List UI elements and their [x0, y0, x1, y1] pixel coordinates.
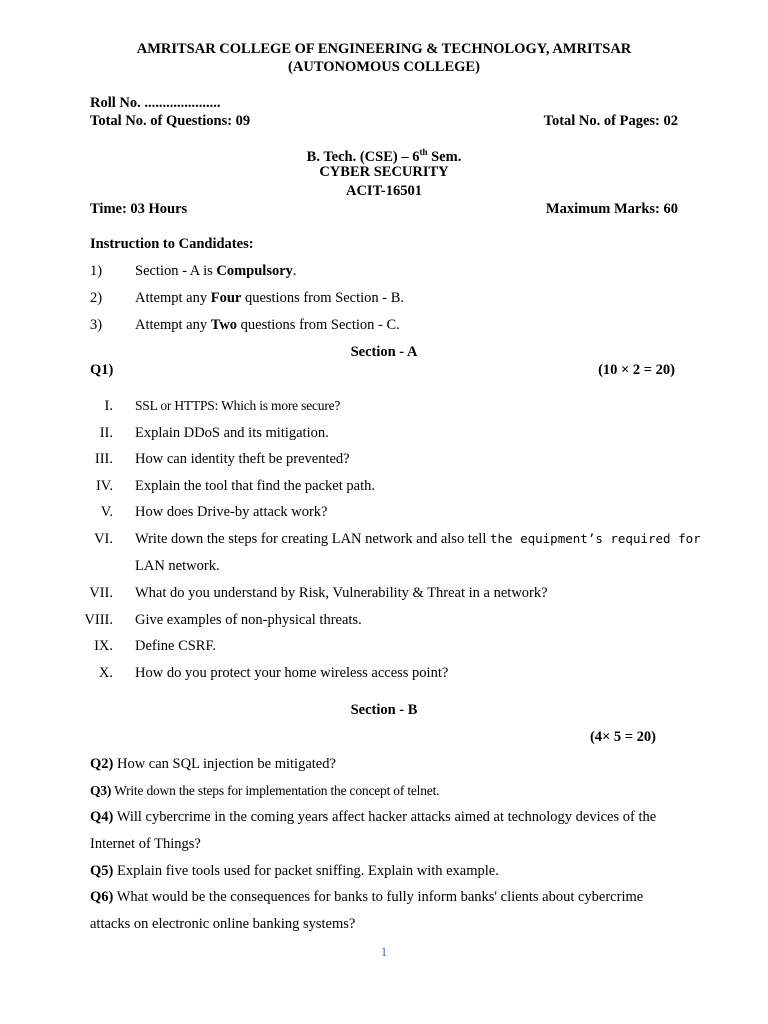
roman-numeral: VII.	[89, 585, 113, 601]
exam-time: Time: 03 Hours	[90, 201, 188, 217]
total-pages: Total No. of Pages: 02	[543, 113, 678, 129]
roman-numeral: III.	[94, 451, 113, 467]
roman-numeral: IV.	[95, 478, 113, 494]
question-text: How do you protect your home wireless access point?	[135, 665, 449, 681]
question-text: Define CSRF.	[135, 638, 217, 654]
question-text: Explain DDoS and its mitigation.	[135, 425, 329, 441]
question-text: Explain the tool that find the packet path.	[135, 478, 375, 494]
total-questions: Total No. of Questions: 09	[90, 113, 251, 129]
roman-numeral: IX.	[94, 638, 113, 654]
q1-label: Q1)	[90, 362, 114, 378]
question-q5: Q5) Explain five tools used for packet sniffing. Explain with example.	[90, 863, 499, 879]
question-text: SSL or HTTPS: Which is more secure?	[135, 398, 341, 413]
course-superscript: th	[419, 147, 428, 157]
instruction-number: 1)	[90, 263, 103, 279]
page-number: 1	[380, 944, 388, 959]
roman-numeral: II.	[99, 425, 113, 441]
college-name: AMRITSAR COLLEGE OF ENGINEERING & TECHNOLOGY, AMRITSAR	[136, 41, 632, 57]
section-b-title: Section - B	[350, 702, 418, 718]
course-line	[0, 147, 768, 166]
question-text: Write down the steps for creating LAN network and also tell the equipment’s required for	[135, 531, 701, 547]
question-q4: Q4) Will cybercrime in the coming years affect hacker attacks aimed at technology devices of the	[90, 809, 657, 825]
roman-numeral: VIII.	[84, 612, 113, 628]
question-q6: Q6) What would be the consequences for banks to fully inform banks' clients about cybercrime	[90, 889, 644, 905]
instruction-number: 3)	[90, 317, 103, 333]
subject-code: ACIT-16501	[345, 183, 422, 199]
question-q6-continued: attacks on electronic online banking systems?	[90, 916, 356, 932]
instruction-item: Section - A is Compulsory.	[135, 263, 297, 279]
question-text: How can identity theft be prevented?	[135, 451, 350, 467]
instruction-number: 2)	[90, 290, 103, 306]
question-text: What do you understand by Risk, Vulnerability & Threat in a network?	[135, 585, 548, 601]
question-text: Give examples of non-physical threats.	[135, 612, 362, 628]
section-a-marks: (10 × 2 = 20)	[598, 362, 675, 378]
instruction-item: Attempt any Two questions from Section - C.	[135, 317, 400, 333]
question-q2: Q2) How can SQL injection be mitigated?	[90, 756, 336, 772]
roman-numeral: VI.	[94, 531, 113, 547]
course-suffix: Sem.	[427, 148, 462, 165]
question-q3: Q3) Write down the steps for implementation the concept of telnet.	[90, 783, 440, 798]
question-text-continued: LAN network.	[135, 558, 220, 574]
maximum-marks: Maximum Marks: 60	[545, 201, 678, 217]
question-q4-continued: Internet of Things?	[90, 836, 201, 852]
roman-numeral: V.	[100, 504, 113, 520]
roman-numeral: I.	[104, 398, 113, 414]
roll-number: Roll No. .....................	[90, 95, 221, 111]
subject-title: CYBER SECURITY	[319, 164, 449, 180]
college-status: (AUTONOMOUS COLLEGE)	[288, 59, 480, 75]
instructions-title: Instruction to Candidates:	[90, 236, 254, 252]
section-a-title: Section - A	[350, 344, 418, 360]
instruction-item: Attempt any Four questions from Section - B.	[135, 290, 405, 306]
roman-numeral: X.	[98, 665, 113, 681]
course-prefix: B. Tech. (CSE) – 6	[306, 148, 420, 165]
question-text: How does Drive-by attack work?	[135, 504, 328, 520]
section-b-marks: (4× 5 = 20)	[589, 729, 656, 745]
